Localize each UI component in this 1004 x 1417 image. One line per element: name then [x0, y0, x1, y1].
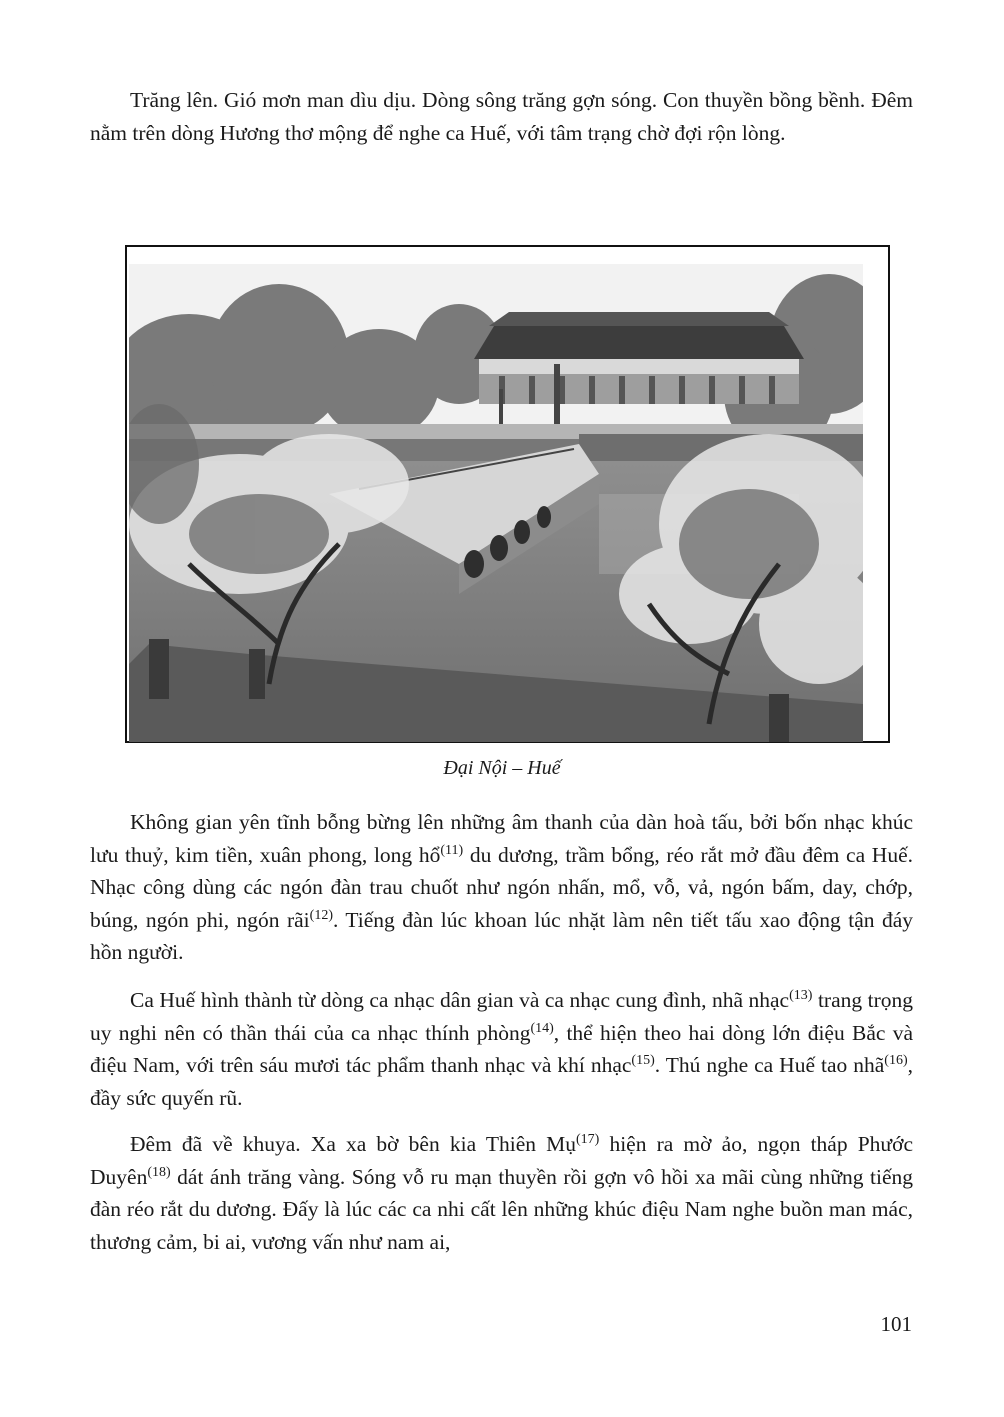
figure-caption: Đại Nội – Huế — [443, 757, 561, 779]
paragraph-3-text-b: trang trọng uy nghi nên có thần thái của ca nhạc thính phòng — [90, 988, 914, 1045]
photo-dai-noi-hue — [129, 264, 863, 742]
paragraph-4-text-c: dát ánh trăng vàng. Sóng vỗ ru mạn thuyền rồi gợn vô hồi xa mãi cùng những tiếng đàn réo rắt du dương. Đấy là lúc các ca nhi cất lên những khúc điệu Nam nghe buồn man mác, thương cảm, bi ai, vương vấn như nam ai, — [90, 1164, 913, 1254]
paragraph-3-text-d: . Thú nghe ca Huế tao nhã — [654, 1053, 885, 1077]
paragraph-2-text-b: du dương, trầm bổng, réo rắt mở đầu đêm ca Huế. Nhạc công dùng các ngón đàn trau chuốt như ngón nhấn, mổ, vỗ, vả, ngón bấm, day, chớp, búng, ngón phi, ngón rãi — [90, 842, 913, 932]
footnote-ref-14: (14) — [530, 1020, 554, 1036]
footnote-ref-12: (12) — [309, 907, 333, 923]
photo-frame — [125, 245, 890, 743]
paragraph-1 — [90, 84, 913, 149]
footnote-ref-11: (11) — [440, 842, 464, 858]
paragraph-3-text-a: Ca Huế hình thành từ dòng ca nhạc dân gian và ca nhạc cung đình, nhã nhạc — [130, 988, 790, 1012]
paragraph-3 — [90, 984, 913, 1114]
paragraph-2-text-a: Không gian yên tĩnh bỗng bừng lên những âm thanh của dàn hoà tấu, bởi bốn nhạc khúc lưu thuỷ, kim tiền, xuân phong, long hổ — [90, 810, 913, 867]
paragraph-2-text-c: . Tiếng đàn lúc khoan lúc nhặt làm nên tiết tấu xao động tận đáy hồn người. — [90, 907, 913, 964]
footnote-ref-15: (15) — [631, 1053, 655, 1068]
paragraph-1-text: Trăng lên. Gió mơn man dìu dịu. Dòng sông trăng gợn sóng. Con thuyền bồng bềnh. Đêm nằm trên dòng Hương thơ mộng để nghe ca Huế, với tâm trạng chờ đợi rộn lòng. — [90, 88, 913, 145]
paragraph-3-text-c: , thể hiện theo hai dòng lớn điệu Bắc và điệu Nam, với trên sáu mươi tác phẩm thanh nhạc và khí nhạc — [90, 1020, 913, 1077]
footnote-ref-16: (16) — [884, 1053, 908, 1068]
paragraph-2 — [90, 806, 913, 969]
paragraph-3-text-e: , đầy sức quyến rũ. — [90, 1053, 913, 1110]
paragraph-4 — [90, 1128, 913, 1258]
footnote-ref-17: (17) — [576, 1132, 600, 1147]
paragraph-4-text-a: Đêm đã về khuya. Xa xa bờ bên kia Thiên Mụ — [130, 1132, 576, 1156]
page-number: 101 — [880, 1312, 912, 1336]
footnote-ref-13: (13) — [789, 988, 813, 1003]
paragraph-4-text-b: hiện ra mờ ảo, ngọn tháp Phước Duyên — [90, 1132, 913, 1189]
footnote-ref-18: (18) — [147, 1164, 171, 1180]
